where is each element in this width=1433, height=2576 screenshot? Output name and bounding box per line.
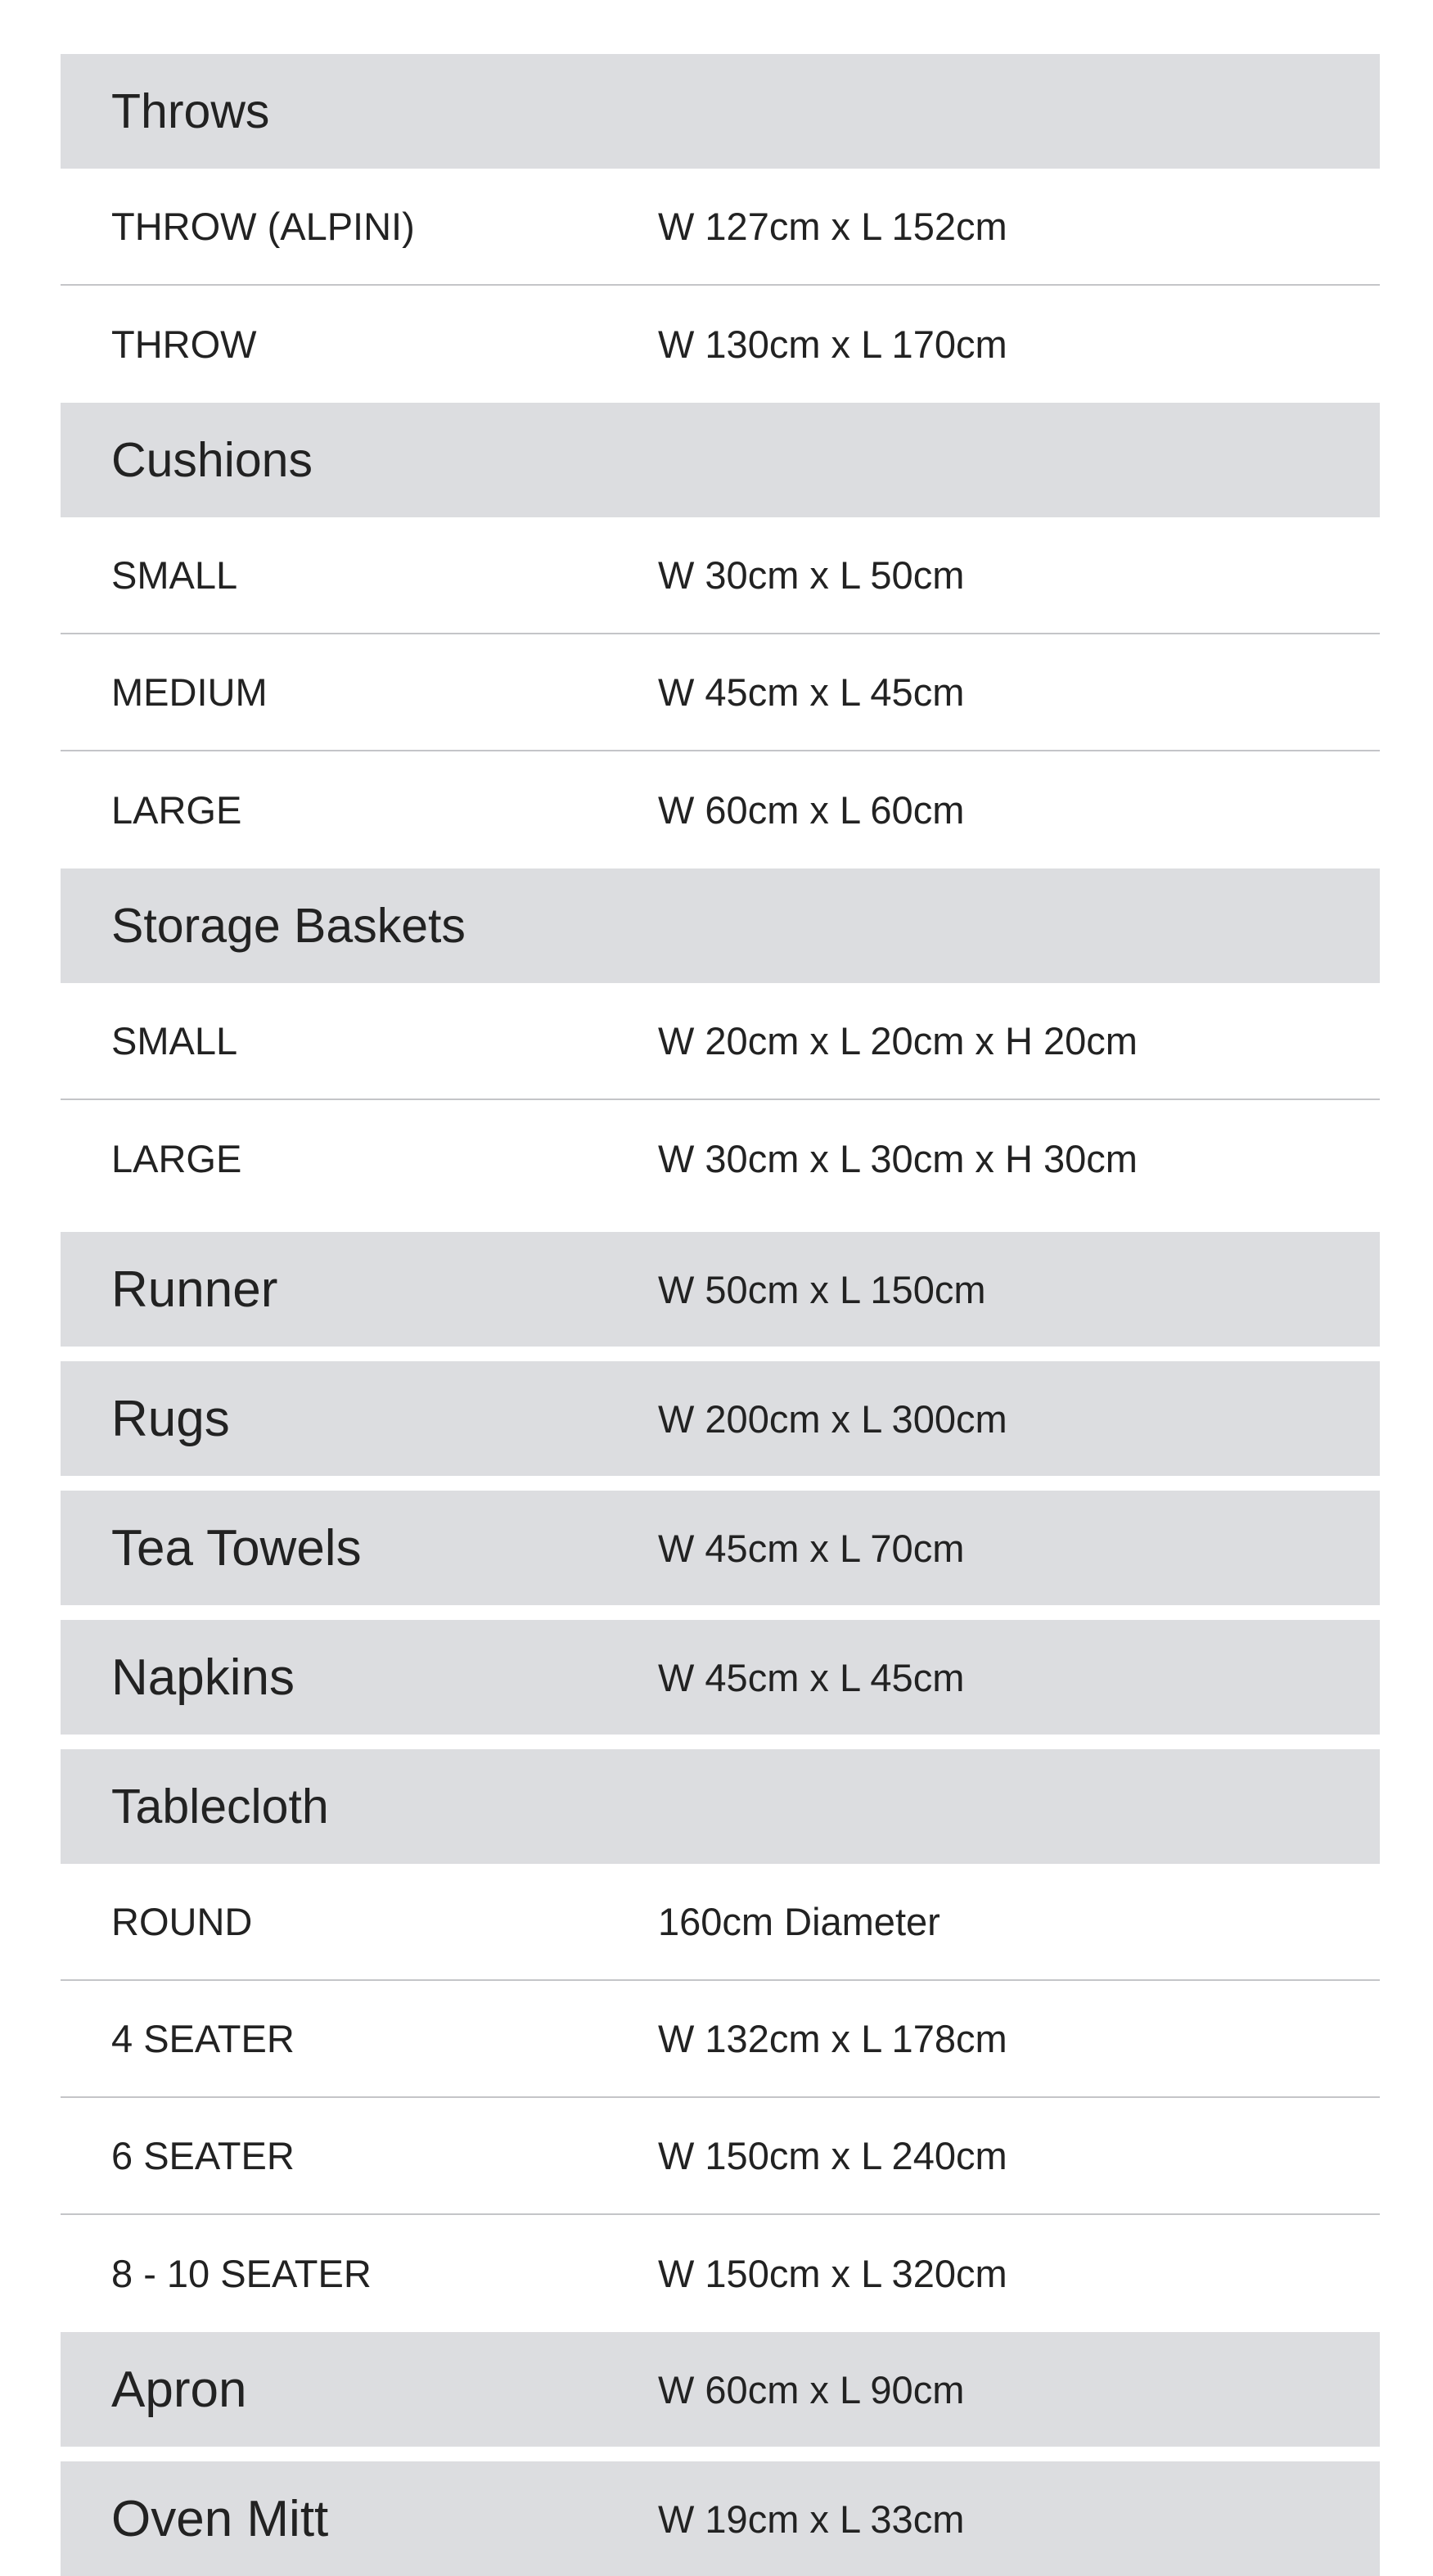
table-row [61,517,1380,634]
section-title: Apron [111,2361,247,2418]
table-row [61,1981,1380,2098]
spacer [61,1605,1380,1620]
item-size: W 127cm x L 152cm [658,205,1007,248]
item-size: W 60cm x L 60cm [658,788,965,832]
section-header-runner [61,1232,1380,1347]
section-title: Throws [111,84,270,138]
spacer [61,1217,1380,1232]
item-size: W 45cm x L 45cm [658,1655,965,1699]
section-title: Cushions [111,433,313,487]
section-header-napkins [61,1620,1380,1735]
section-title: Napkins [111,1649,295,1706]
table-row [61,2215,1380,2332]
section-title: Tablecloth [111,1780,329,1834]
spacer [61,1735,1380,1749]
item-label: 6 SEATER [111,2134,295,2177]
item-label: THROW [111,323,257,366]
table-row [61,1100,1380,1217]
table-row [61,2098,1380,2215]
item-size: W 60cm x L 90cm [658,2367,965,2411]
item-size: W 30cm x L 50cm [658,553,965,597]
table-row [61,1864,1380,1981]
item-label: LARGE [111,1137,242,1180]
section-title: Storage Baskets [111,899,466,953]
item-label: MEDIUM [111,670,268,714]
item-size: W 30cm x L 30cm x H 30cm [658,1137,1138,1180]
item-label: SMALL [111,1019,238,1062]
item-size: W 20cm x L 20cm x H 20cm [658,1019,1138,1062]
item-size: W 150cm x L 320cm [658,2252,1007,2295]
section-header-cushions [61,403,1380,517]
section-title: Rugs [111,1390,230,1447]
spacer [61,1476,1380,1491]
item-label: THROW (ALPINI) [111,205,415,248]
item-label: 8 - 10 SEATER [111,2252,372,2295]
item-size: W 132cm x L 178cm [658,2017,1007,2060]
section-header-tea-towels [61,1491,1380,1605]
section-title: Runner [111,1261,278,1318]
size-guide-table [61,54,1380,2576]
section-header-throws [61,54,1380,169]
spacer [61,1347,1380,1361]
item-size: W 45cm x L 70cm [658,1526,965,1570]
item-label: LARGE [111,788,242,832]
section-header-oven-mitt [61,2461,1380,2576]
table-row [61,634,1380,751]
item-label: 4 SEATER [111,2017,295,2060]
item-size: W 130cm x L 170cm [658,323,1007,366]
item-size: W 150cm x L 240cm [658,2134,1007,2177]
item-size: 160cm Diameter [658,1900,940,1943]
item-size: W 19cm x L 33cm [658,2497,965,2541]
table-row [61,286,1380,403]
table-row [61,751,1380,868]
section-title: Oven Mitt [111,2490,329,2547]
item-label: SMALL [111,553,238,597]
item-size: W 45cm x L 45cm [658,670,965,714]
section-header-storage-baskets [61,868,1380,983]
item-label: ROUND [111,1900,253,1943]
section-header-rugs [61,1361,1380,1476]
section-title: Tea Towels [111,1519,362,1577]
spacer [61,2447,1380,2461]
item-size: W 50cm x L 150cm [658,1267,986,1311]
section-header-apron [61,2332,1380,2447]
table-row [61,983,1380,1100]
section-header-tablecloth [61,1749,1380,1864]
item-size: W 200cm x L 300cm [658,1396,1007,1441]
table-row [61,169,1380,286]
